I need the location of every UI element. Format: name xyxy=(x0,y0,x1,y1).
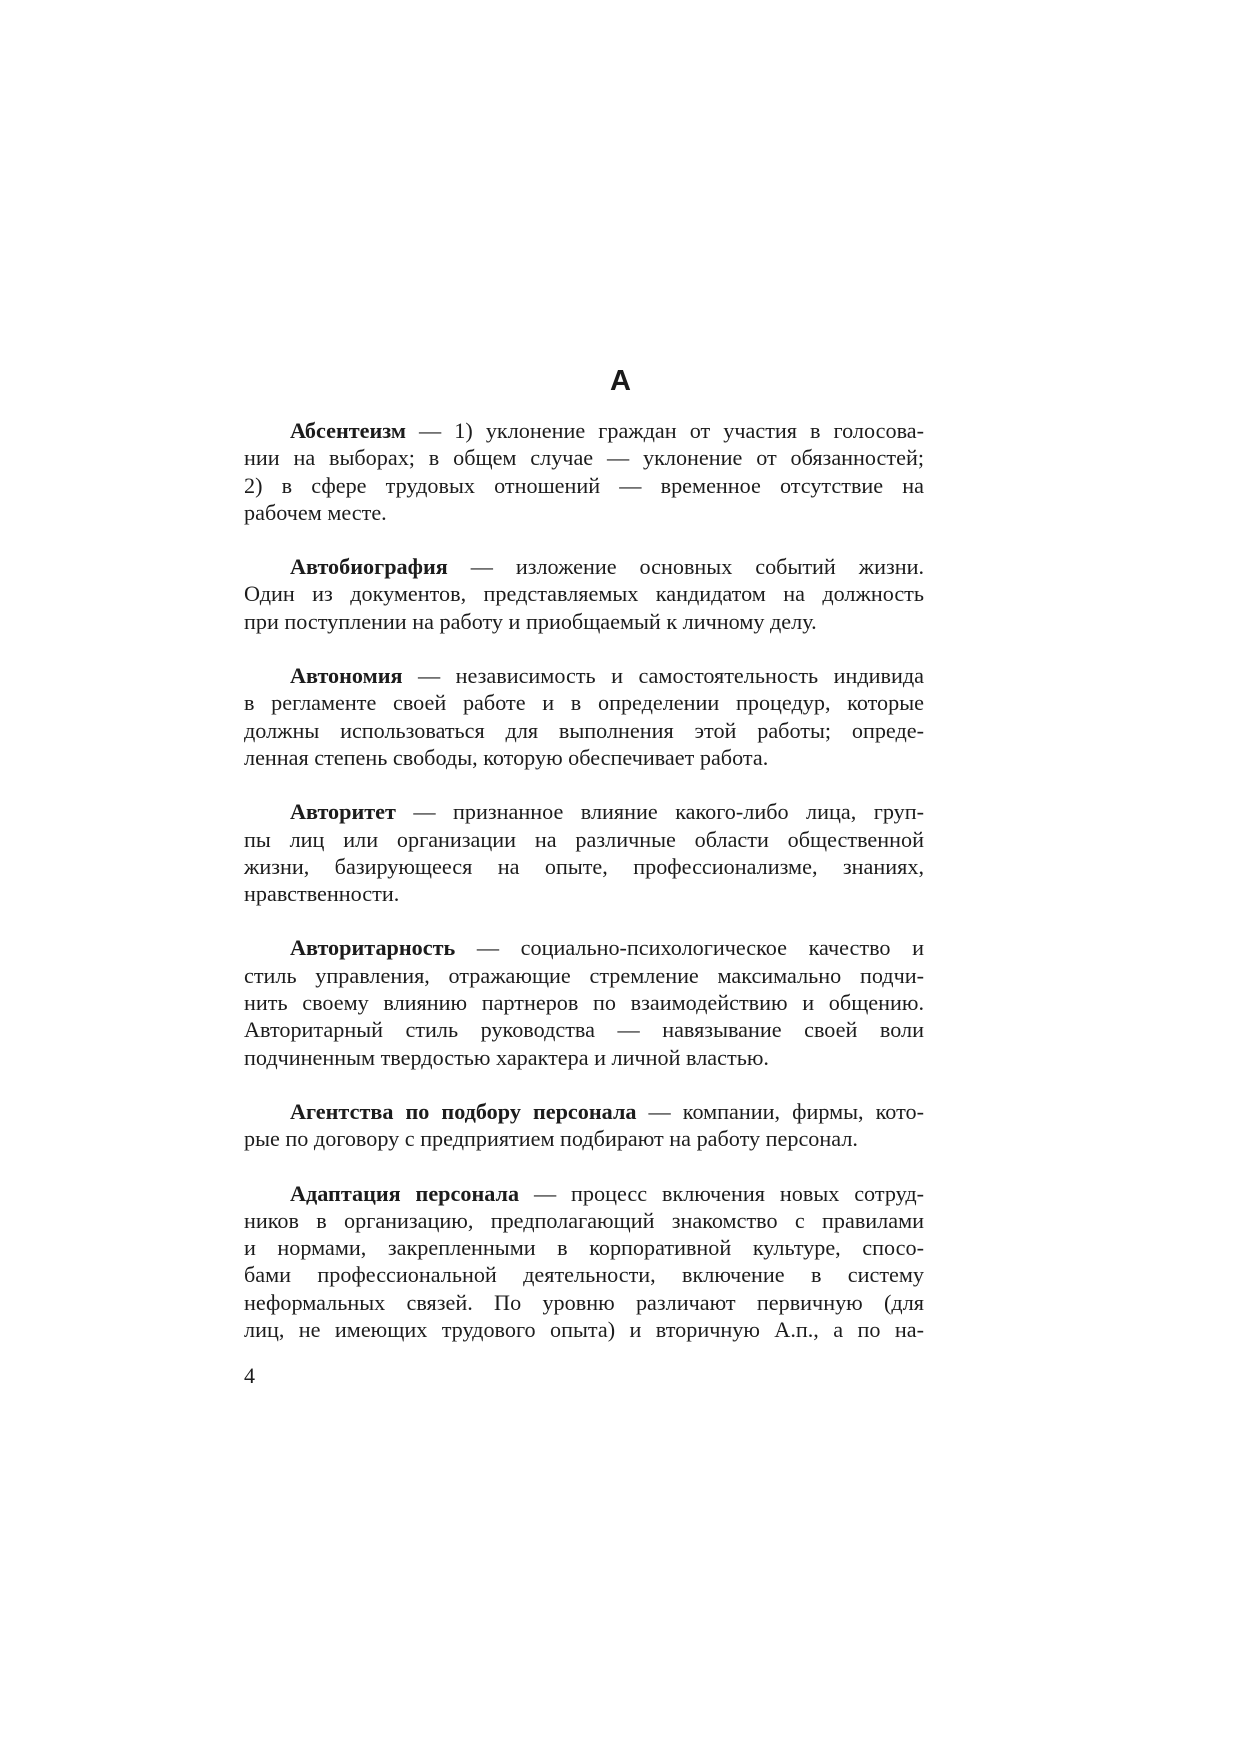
glossary-entry xyxy=(244,798,924,907)
entry-line: стиль управления, отражающие стремление максимально подчи- xyxy=(244,962,924,988)
entry-line: жизни, базирующееся на опыте, профессионализме, знаниях, xyxy=(244,853,924,879)
entry-text: — признанное влияние какого-либо лица, груп- xyxy=(395,799,924,825)
section-letter-heading: А xyxy=(610,365,631,397)
entry-line xyxy=(244,417,924,444)
entry-line: ленная степень свободы, которую обеспечивает работа. xyxy=(244,744,769,770)
entry-text: — изложение основных событий жизни. xyxy=(447,554,924,580)
entry-line: нии на выборах; в общем случае — уклонение от обязанностей; xyxy=(244,445,924,471)
entry-line xyxy=(244,1098,924,1125)
entry-line: рые по договору с предприятием подбирают на работу персонал. xyxy=(244,1126,858,1152)
entry-line: рабочем месте. xyxy=(244,499,387,525)
entry-line: лиц, не имеющих трудового опыта) и вторичную А.п., а по на- xyxy=(244,1317,924,1343)
entry-line: Авторитарный стиль руководства — навязывание своей воли xyxy=(244,1017,924,1043)
glossary-entry xyxy=(244,553,924,635)
entry-term: Агентства по подбору персонала xyxy=(290,1098,637,1124)
entry-term: Авторитет xyxy=(290,799,396,825)
entry-term: Автономия xyxy=(290,663,403,689)
entry-line: ников в организацию, предполагающий знакомство с правилами xyxy=(244,1207,924,1233)
entry-line: в регламенте своей работе и в определении процедур, которые xyxy=(244,690,924,716)
entry-line: 2) в сфере трудовых отношений — временное отсутствие на xyxy=(244,472,924,498)
entry-line: Один из документов, представляемых кандидатом на должность xyxy=(244,581,924,607)
entry-term: Авторитарность xyxy=(290,935,456,961)
entry-line xyxy=(244,1180,924,1207)
page-number: 4 xyxy=(244,1363,255,1388)
glossary-entry xyxy=(244,1098,924,1153)
entry-text: — 1) уклонение граждан от участия в голосова- xyxy=(406,418,924,443)
glossary-entry xyxy=(244,662,924,771)
entry-line: должны использоваться для выполнения этой работы; опреде- xyxy=(244,717,924,743)
entry-line: неформальных связей. По уровню различают первичную (для xyxy=(244,1289,924,1315)
entry-line: нравственности. xyxy=(244,881,400,907)
glossary-entry xyxy=(244,1180,924,1344)
glossary-entry xyxy=(244,417,924,526)
entry-line xyxy=(244,934,924,961)
entry-text: — процесс включения новых сотруд- xyxy=(519,1180,924,1206)
entry-text: — независимость и самостоятельность индивида xyxy=(402,663,924,689)
entry-text: — компании, фирмы, кото- xyxy=(636,1098,924,1124)
entry-line: при поступлении на работу и приобщаемый к личному делу. xyxy=(244,608,817,634)
glossary-entry xyxy=(244,934,924,1070)
entry-line: нить своему влиянию партнеров по взаимодействию и общению. xyxy=(244,990,924,1016)
entry-line: и нормами, закрепленными в корпоративной культуре, спосо- xyxy=(244,1235,924,1261)
entry-text: — социально-психологическое качество и xyxy=(455,935,924,961)
entry-line xyxy=(244,798,924,825)
entry-line xyxy=(244,553,924,580)
entry-line: бами профессиональной деятельности, включение в систему xyxy=(244,1262,924,1288)
glossary-entries xyxy=(244,417,924,1370)
entry-line xyxy=(244,662,924,689)
entry-term: Автобиография xyxy=(290,554,448,580)
entry-line: подчиненным твердостью характера и личной властью. xyxy=(244,1044,769,1070)
entry-term: Адаптация персонала xyxy=(290,1180,520,1206)
entry-line: пы лиц или организации на различные области общественной xyxy=(244,826,924,852)
entry-term: Абсентеизм xyxy=(290,418,406,443)
